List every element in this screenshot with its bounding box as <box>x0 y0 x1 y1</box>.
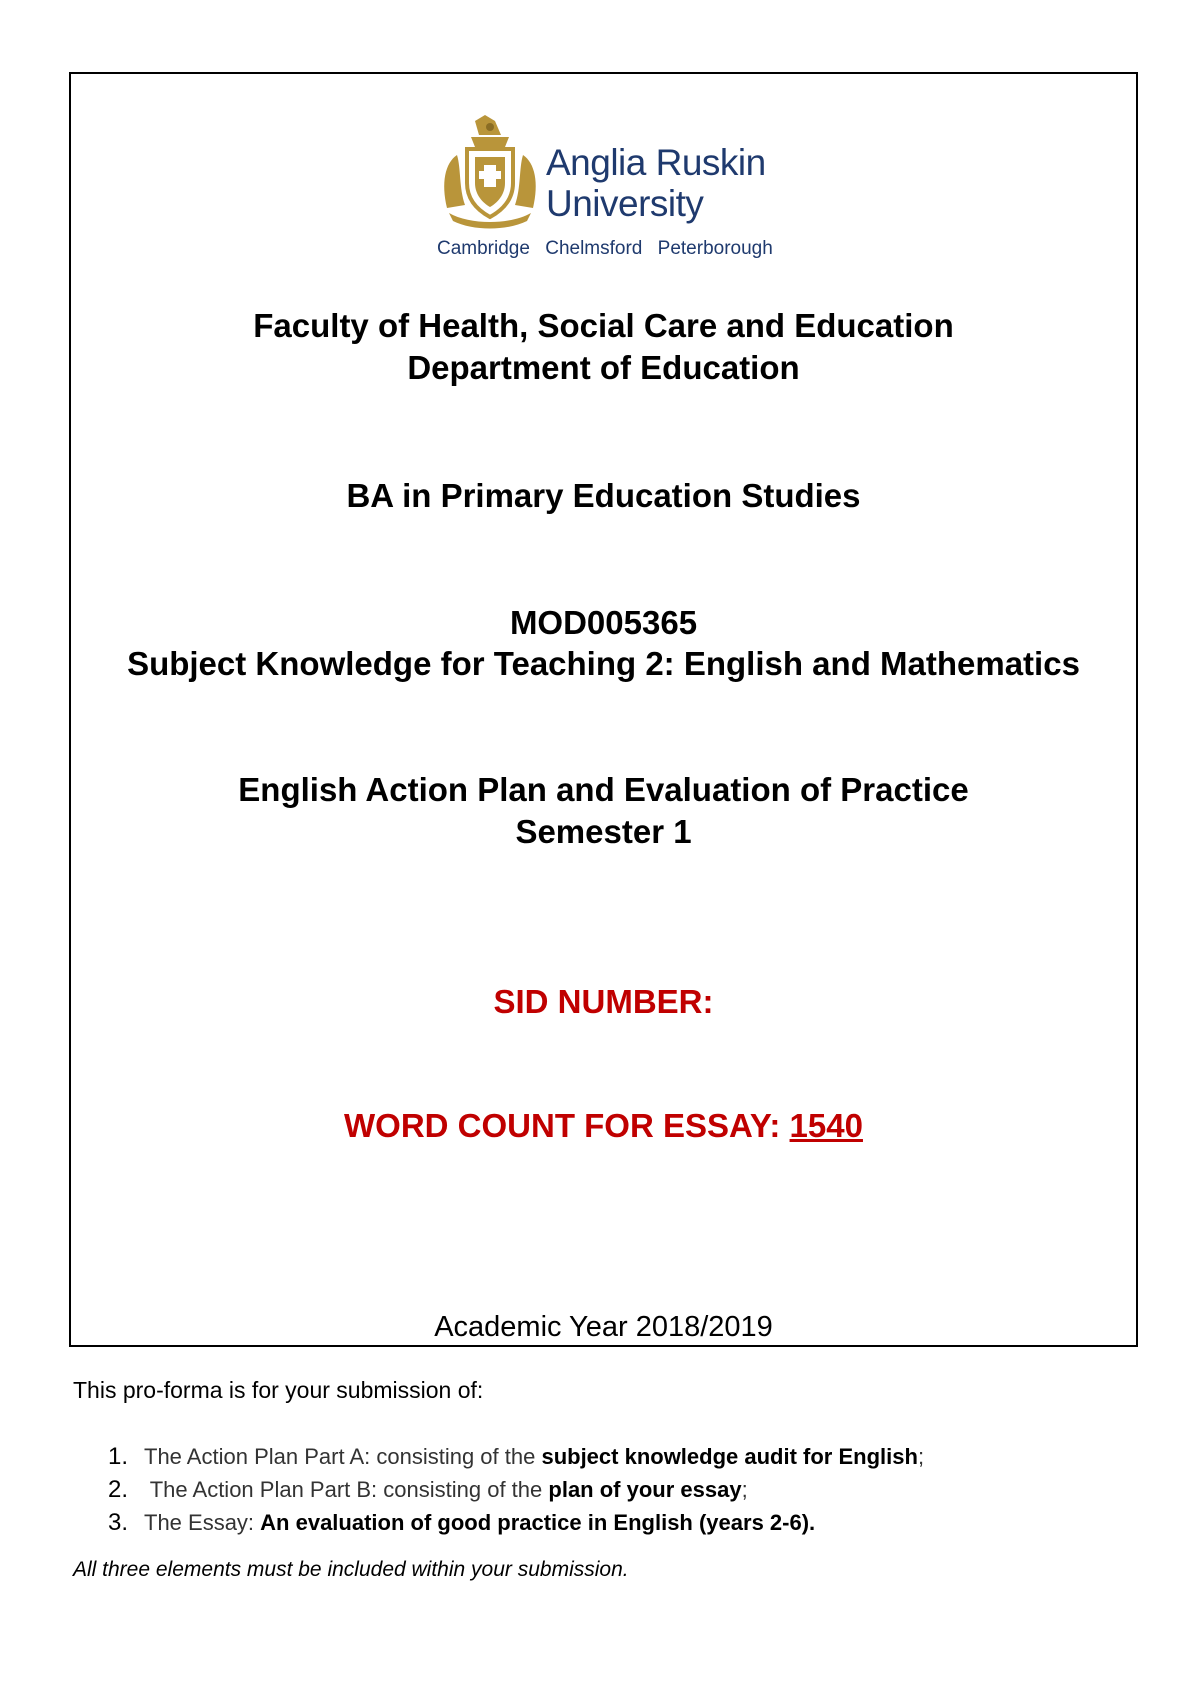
campus-peterborough: Peterborough <box>657 238 773 259</box>
word-count-label: WORD COUNT FOR ESSAY: <box>344 1107 781 1144</box>
list-item-number: 1. <box>108 1443 129 1470</box>
submission-requirements-list <box>108 1440 924 1539</box>
word-count-value: 1540 <box>789 1107 863 1144</box>
list-item-emphasis: An evaluation of good practice in English (years 2-6). <box>260 1510 816 1535</box>
module-title: Subject Knowledge for Teaching 2: English and Mathematics <box>127 645 1080 682</box>
programme-name: BA in Primary Education Studies <box>346 477 861 514</box>
list-item-trail: ; <box>917 1444 925 1469</box>
list-item-emphasis: plan of your essay <box>548 1477 742 1502</box>
list-item <box>108 1440 924 1473</box>
word-count-line <box>69 1106 1138 1146</box>
list-item <box>108 1506 924 1539</box>
campus-chelmsford: Chelmsford <box>545 238 643 259</box>
sid-number-label: SID NUMBER: <box>493 983 714 1020</box>
department-name: Department of Education <box>407 349 800 386</box>
submission-note: All three elements must be included within your submission. <box>73 1558 629 1581</box>
campus-cambridge: Cambridge <box>437 238 530 259</box>
assignment-title: English Action Plan and Evaluation of Practice <box>238 771 969 808</box>
list-item-text: The Action Plan Part B: consisting of the <box>144 1477 549 1502</box>
list-item-number: 3. <box>108 1509 129 1536</box>
submission-intro: This pro-forma is for your submission of: <box>73 1377 484 1403</box>
campus-list <box>437 238 783 260</box>
module-code: MOD005365 <box>509 604 698 641</box>
university-name-line2: University <box>546 183 704 224</box>
list-item-text: The Essay: <box>144 1510 261 1535</box>
cover-sheet-border <box>69 72 1138 1347</box>
crest-icon <box>435 113 545 233</box>
university-name-line1: Anglia Ruskin <box>546 142 766 183</box>
academic-year: Academic Year 2018/2019 <box>434 1311 773 1343</box>
list-item-number: 2. <box>108 1476 129 1503</box>
list-item-emphasis: subject knowledge audit for English <box>541 1444 918 1469</box>
university-name <box>546 142 766 224</box>
list-item-trail: ; <box>741 1477 748 1502</box>
faculty-name: Faculty of Health, Social Care and Education <box>253 307 954 344</box>
list-item <box>108 1473 924 1506</box>
list-item-text: The Action Plan Part A: consisting of the <box>144 1444 542 1469</box>
semester: Semester 1 <box>515 813 692 850</box>
